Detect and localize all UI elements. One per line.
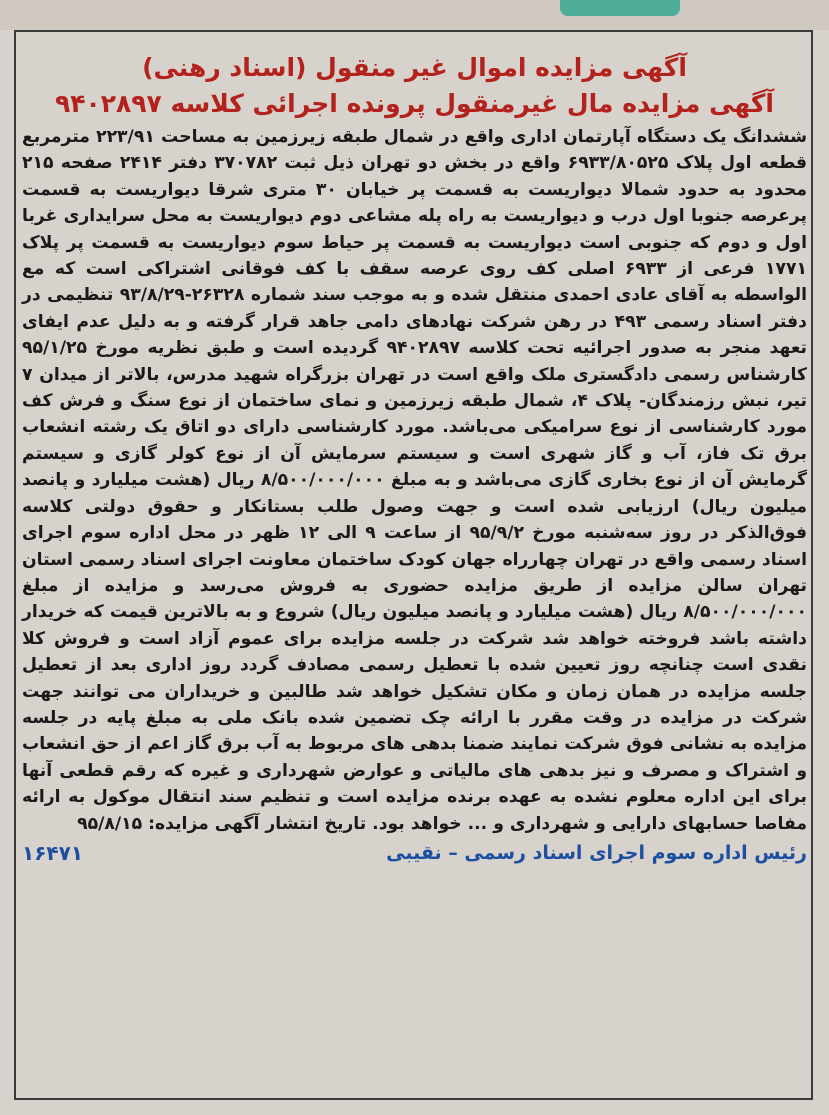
notice-footer [22,839,807,867]
notice-title-main: آگهی مزایده اموال غیر منقول (اسناد رهنی) [142,53,687,82]
notice-body: ششدانگ یک دستگاه آپارتمان اداری واقع در شمال طبقه زیرزمین به مساحت ۲۲۳/۹۱ مترمربع قطعه اول پلاک ۶۹۳۳/۸۰۵۲۵ واقع در بخش دو تهران ذیل ثبت ۳۷۰۷۸۲ دفتر ۲۴۱۴ صفحه ۲۱۵ محدود به حدود شمالا دیواریست به قسمت پر خیابان ۳۰ متری شرقا دیواریست به قسمت پرعرصه جنوبا اول درب و دیواریست به راه پله مشاعی دوم دیواریست به محل سرایداری غربا اول و دوم که جنوبی است دیواریست به قسمت پر حیاط سوم دیواریست به قسمت پر پلاک ۱۷۷۱ فرعی از ۶۹۳۳ اصلی کف روی عرصه سقف با کف فوقانی اشتراکی است که مع الواسطه به آقای عادی احمدی منتقل شده و به موجب سند شماره ۲۶۳۲۸-۹۳/۸/۲۹ تنظیمی در دفتر اسناد رسمی ۴۹۳ در رهن شرکت نهادهای دامی جاهد قرار گرفته و به دلیل عدم ایفای تعهد منجر به صدور اجرائیه تحت کلاسه ۹۴۰۲۸۹۷ گردیده است و طبق نظریه مورخ ۹۵/۱/۲۵ کارشناس رسمی دادگستری ملک واقع است در تهران بزرگراه شهید مدرس، بالاتر از میدان ۷ تیر، نبش رزمندگان- پلاک ۴، شمال طبقه زیرزمین و نمای ساختمان از نوع سنگ و فرش کف مورد کارشناسی از نوع سرامیکی می‌باشد. مورد کارشناسی دارای دو اتاق یک رشته انشعاب برق تک فاز، آب و گاز شهری است و سیستم سرمایش آن از نوع کولر گازی و سیستم گرمایش آن از نوع بخاری گازی می‌باشد و به مبلغ ۸/۵۰۰/۰۰۰/۰۰۰ ریال (هشت میلیارد و پانصد میلیون ریال) ارزیابی شده است و جهت وصول طلب بستانکار و حقوق دولتی کلاسه فوق‌الذکر در روز سه‌شنبه مورخ ۹۵/۹/۲ از ساعت ۹ الی ۱۲ ظهر در محل اداره سوم اجرای اسناد رسمی واقع در تهران چهارراه جهان کودک ساختمان معاونت اجرای اسناد رسمی استان تهران سالن مزایده از طریق مزایده حضوری به فروش می‌رسد و مزایده از مبلغ ۸/۵۰۰/۰۰۰/۰۰۰ ریال (هشت میلیارد و پانصد میلیون ریال) شروع و به بالاترین قیمت که خریدار داشته باشد فروخته خواهد شد شرکت در جلسه مزایده برای عموم آزاد است و فروش کلا نقدی است چنانچه روز تعیین شده با تعطیل رسمی مصادف گردد روز اداری بعد از تعطیل جلسه مزایده در همان زمان و مکان تشکیل خواهد شد طالبین و خریداران می توانند جهت شرکت در مزایده در وقت مقرر با ارائه چک تضمین شده بانک ملی به مبلغ پایه در جلسه مزایده به نشانی فوق شرکت نمایند ضمنا بدهی های مربوط به آب برق گاز اعم از حق انشعاب و اشتراک و مصرف و نیز بدهی های مالیاتی و عوارض شهرداری و غیره که رقم قطعی آنها برای این اداره معلوم نشده به عهده برنده مزایده است و تنظیم سند انتقال موکول به ارائه مفاصا حسابهای دارایی و شهرداری و ... خواهد بود. تاریخ انتشار آگهی مزایده: ۹۵/۸/۱۵ [22,127,808,834]
notice-code: ۱۶۴۷۱ [22,840,84,865]
top-band [0,0,829,30]
signature: رئیس اداره سوم اجرای اسناد رسمی – نقیبی [386,841,807,864]
publisher-logo-icon [560,0,680,16]
notice-content [22,50,807,867]
notice-title-sub: آگهی مزایده مال غیرمنقول پرونده اجرائی کلاسه ۹۴۰۲۸۹۷ [55,89,774,118]
